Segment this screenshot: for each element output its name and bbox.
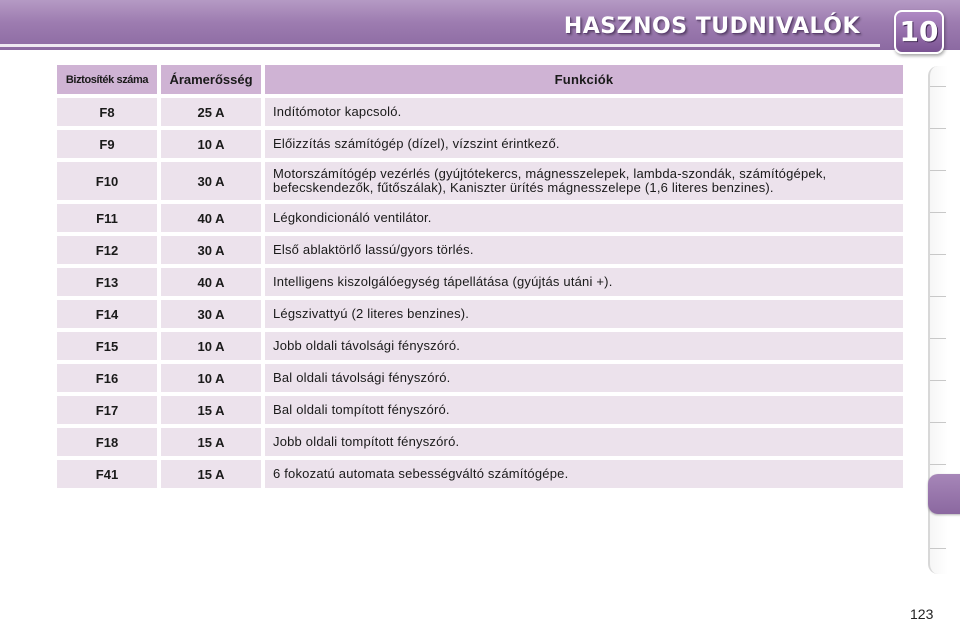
table-row: [57, 396, 903, 424]
fuse-amperage: 10 A: [161, 332, 261, 360]
fuse-function: Bal oldali távolsági fényszóró.: [265, 364, 903, 392]
table-row: [57, 332, 903, 360]
fuse-amperage: 15 A: [161, 396, 261, 424]
fuse-number: F12: [57, 236, 157, 264]
fuse-amperage: 40 A: [161, 268, 261, 296]
table-row: [57, 162, 903, 200]
page-number: 123: [910, 606, 934, 622]
chapter-badge: 10: [894, 10, 944, 54]
fuse-number: F14: [57, 300, 157, 328]
side-tab-divider: [930, 170, 946, 171]
fuse-number: F10: [57, 162, 157, 200]
header-amperage: Áramerősség: [161, 65, 261, 94]
fuse-number: F9: [57, 130, 157, 158]
fuse-number: F15: [57, 332, 157, 360]
fuse-function: Bal oldali tompított fényszóró.: [265, 396, 903, 424]
fuse-function: Intelligens kiszolgálóegység tápellátása (gyújtás utáni +).: [265, 268, 903, 296]
fuse-table: [57, 65, 903, 492]
side-tab-divider: [930, 422, 946, 423]
side-tab-divider: [930, 86, 946, 87]
table-row: [57, 204, 903, 232]
page-title: HASZNOS TUDNIVALÓK: [563, 14, 860, 39]
fuse-number: F13: [57, 268, 157, 296]
table-header-row: [57, 65, 903, 94]
fuse-amperage: 10 A: [161, 130, 261, 158]
fuse-amperage: 15 A: [161, 428, 261, 456]
fuse-function: Légszivattyú (2 literes benzines).: [265, 300, 903, 328]
side-tab-divider: [930, 464, 946, 465]
fuse-number: F41: [57, 460, 157, 488]
fuse-amperage: 30 A: [161, 236, 261, 264]
header-functions: Funkciók: [265, 65, 903, 94]
fuse-function: Légkondicionáló ventilátor.: [265, 204, 903, 232]
table-row: [57, 130, 903, 158]
table-row: [57, 236, 903, 264]
table-row: [57, 364, 903, 392]
fuse-amperage: 30 A: [161, 300, 261, 328]
fuse-number: F16: [57, 364, 157, 392]
side-tab-divider: [930, 254, 946, 255]
fuse-number: F11: [57, 204, 157, 232]
fuse-number: F8: [57, 98, 157, 126]
table-row: [57, 268, 903, 296]
side-tab-active-chapter[interactable]: [928, 474, 960, 514]
header-divider: [0, 44, 880, 47]
side-tab-divider: [930, 212, 946, 213]
side-tab-divider: [930, 128, 946, 129]
fuse-function: Motorszámítógép vezérlés (gyújtótekercs, mágnesszelepek, lambda-szondák, számítógépek, befecskendezők, fűtőszálak), Kaniszter ürítés mágnesszelepe (1,6 literes benzines).: [265, 162, 903, 200]
fuse-function: Előizzítás számítógép (dízel), vízszint érintkező.: [265, 130, 903, 158]
side-tab-divider: [930, 338, 946, 339]
fuse-amperage: 30 A: [161, 162, 261, 200]
table-row: [57, 300, 903, 328]
table-row: [57, 428, 903, 456]
fuse-amperage: 25 A: [161, 98, 261, 126]
side-tab-divider: [930, 548, 946, 549]
fuse-function: Első ablaktörlő lassú/gyors törlés.: [265, 236, 903, 264]
table-row: [57, 98, 903, 126]
side-tab-divider: [930, 296, 946, 297]
fuse-function: Jobb oldali tompított fényszóró.: [265, 428, 903, 456]
table-row: [57, 460, 903, 488]
fuse-number: F18: [57, 428, 157, 456]
side-tab-divider: [930, 380, 946, 381]
header-fuse-number: Biztosíték száma: [57, 65, 157, 94]
fuse-function: Jobb oldali távolsági fényszóró.: [265, 332, 903, 360]
fuse-amperage: 10 A: [161, 364, 261, 392]
fuse-amperage: 40 A: [161, 204, 261, 232]
fuse-function: Indítómotor kapcsoló.: [265, 98, 903, 126]
fuse-number: F17: [57, 396, 157, 424]
fuse-amperage: 15 A: [161, 460, 261, 488]
fuse-function: 6 fokozatú automata sebességváltó számítógépe.: [265, 460, 903, 488]
